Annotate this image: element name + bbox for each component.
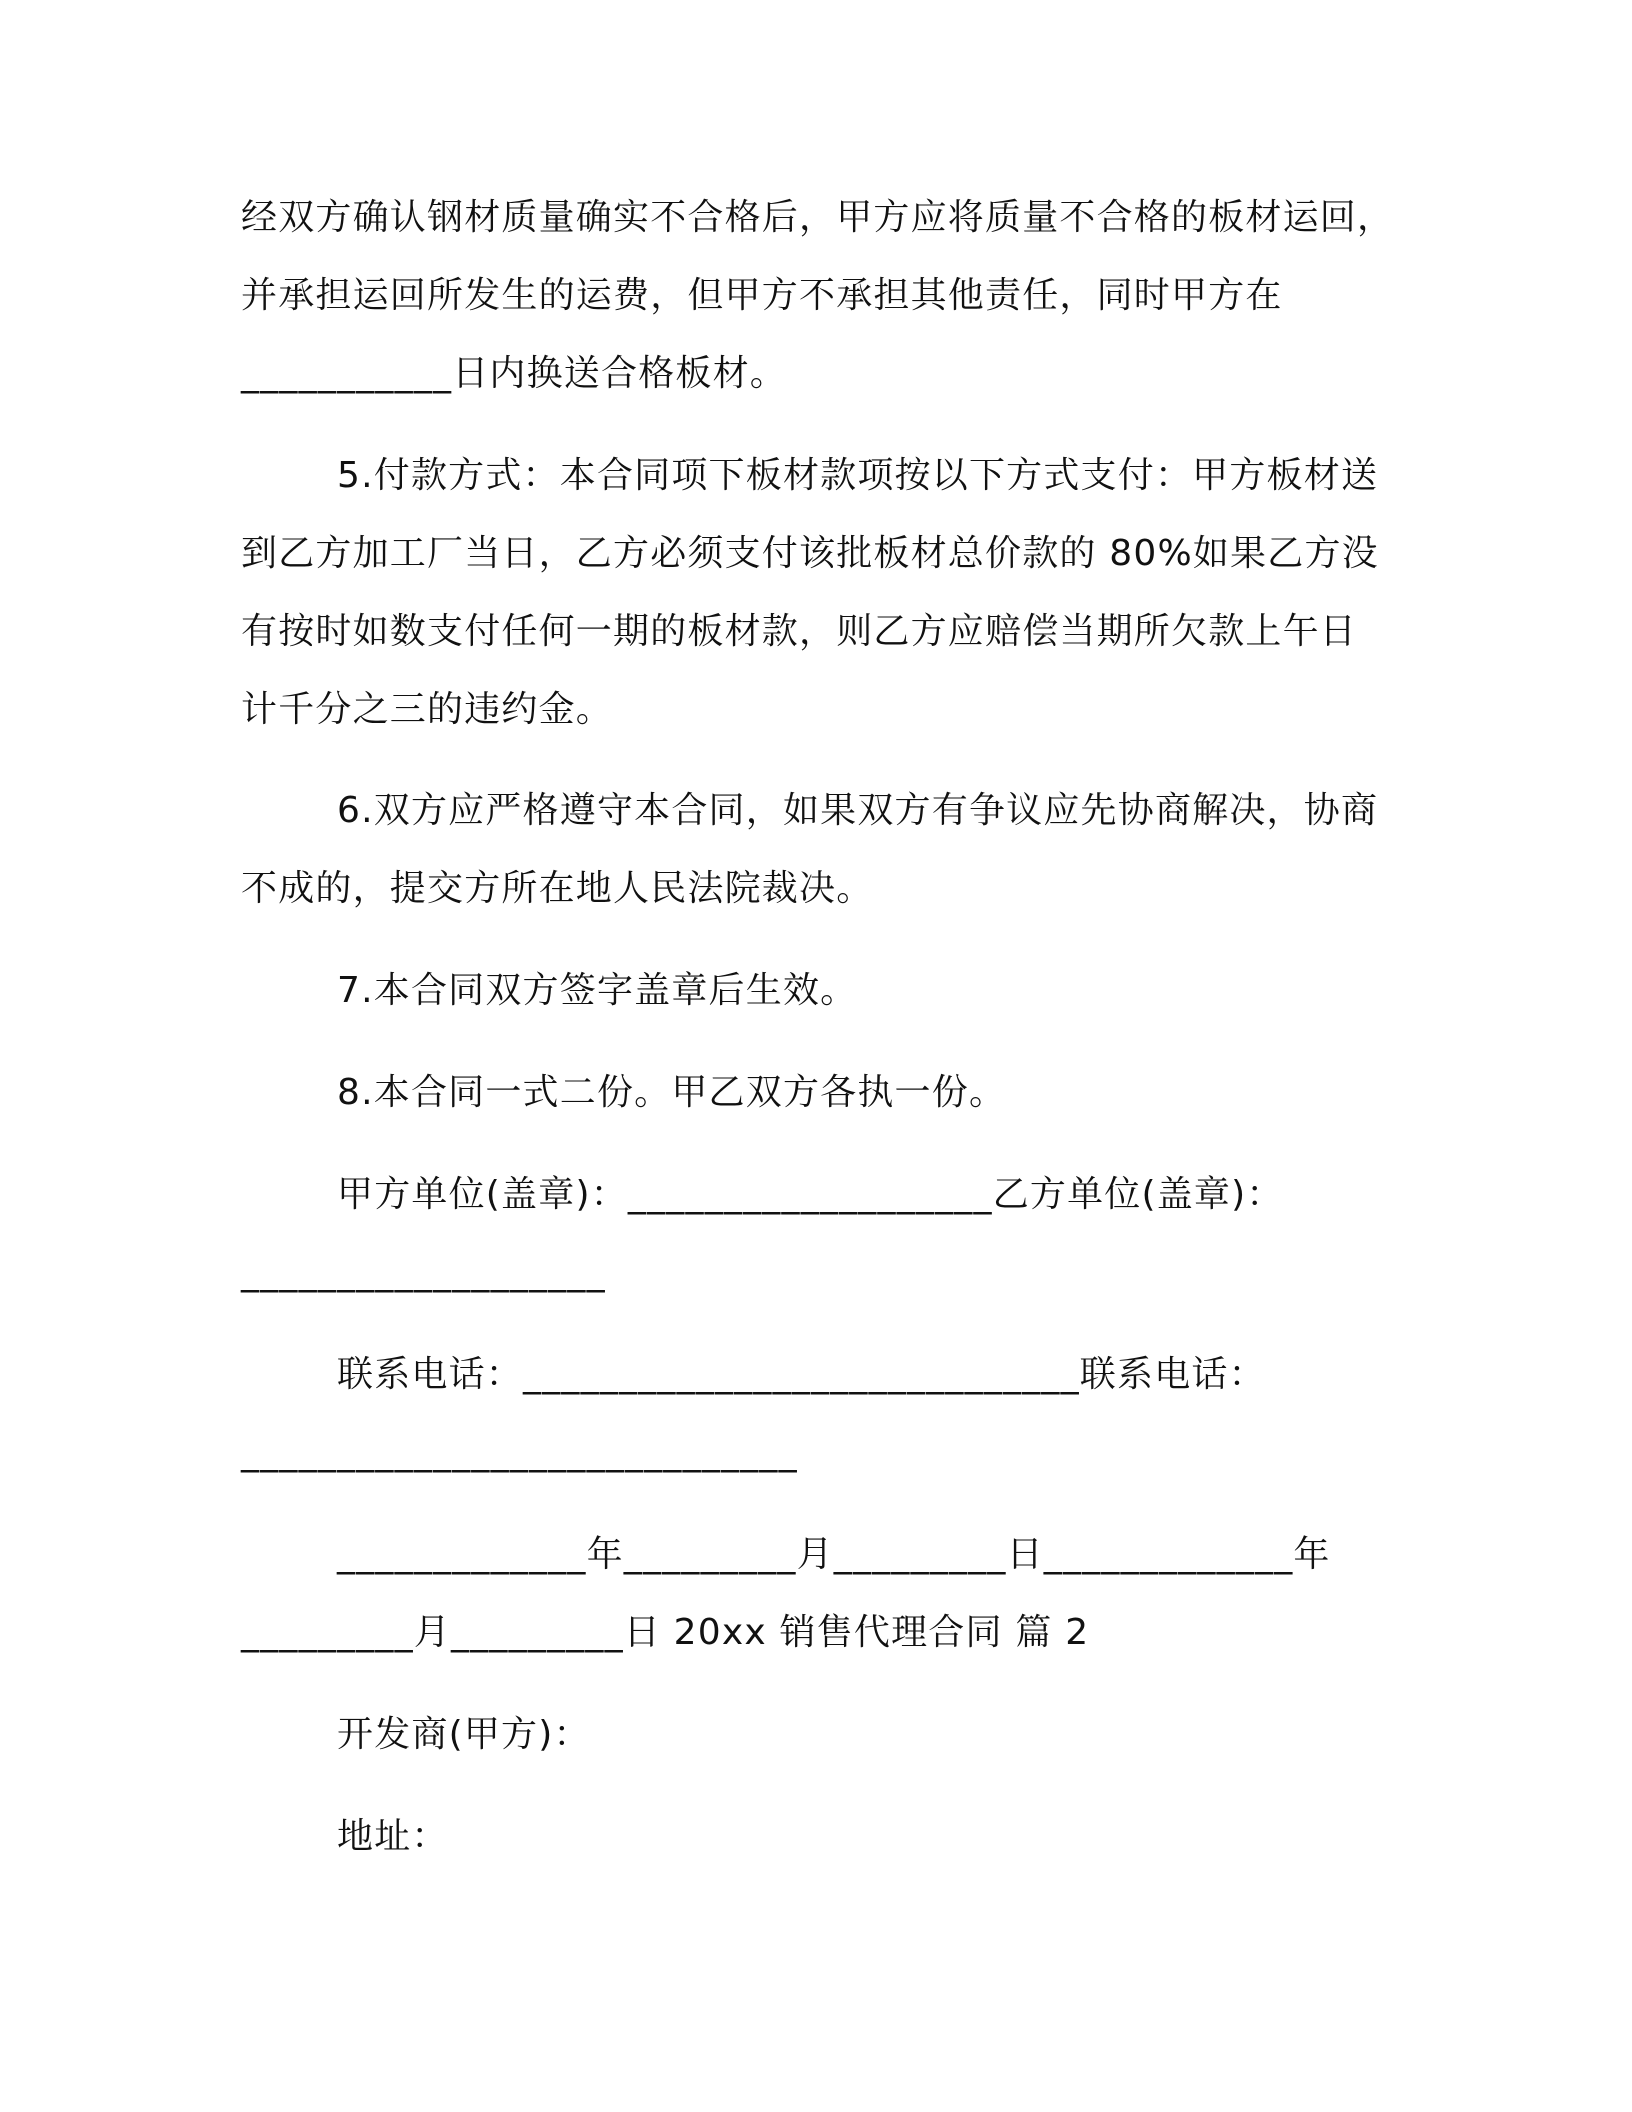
text-line-1: 经双方确认钢材质量确实不合格后，甲方应将质量不合格的板材运回， (241, 197, 1395, 238)
date-line-continuation: _________月_________日 20xx 销售代理合同 篇 2 (241, 1612, 1090, 1653)
clause-5-line-2: 到乙方加工厂当日，乙方必须支付该批板材总价款的 80%如果乙方没 (241, 533, 1379, 574)
clause-5-line-1: 5.付款方式：本合同项下板材款项按以下方式支付：甲方板材送 (337, 455, 1379, 496)
signature-unit-line: 甲方单位(盖章)：___________________乙方单位(盖章)： (337, 1174, 1284, 1215)
contact-phone-continuation: _____________________________ (241, 1432, 798, 1473)
contact-phone-line: 联系电话：_____________________________联系电话： (337, 1354, 1266, 1395)
clause-7: 7.本合同双方签字盖章后生效。 (337, 970, 858, 1011)
developer-party-a: 开发商(甲方)： (337, 1714, 591, 1755)
date-line: _____________年_________月_________日_____________年 (337, 1534, 1331, 1575)
signature-unit-continuation: ___________________ (241, 1252, 606, 1293)
clause-5-line-3: 有按时如数支付任何一期的板材款，则乙方应赔偿当期所欠款上午日 (241, 611, 1358, 652)
text-line-3: ___________日内换送合格板材。 (241, 353, 788, 394)
clause-5-line-4: 计千分之三的违约金。 (241, 689, 614, 730)
clause-6-line-1: 6.双方应严格遵守本合同，如果双方有争议应先协商解决，协商 (337, 790, 1379, 831)
text-line-2: 并承担运回所发生的运费，但甲方不承担其他责任，同时甲方在 (241, 275, 1283, 316)
address-line: 地址： (337, 1816, 449, 1857)
clause-6-line-2: 不成的，提交方所在地人民法院裁决。 (241, 868, 874, 909)
clause-8: 8.本合同一式二份。甲乙双方各执一份。 (337, 1072, 1007, 1113)
